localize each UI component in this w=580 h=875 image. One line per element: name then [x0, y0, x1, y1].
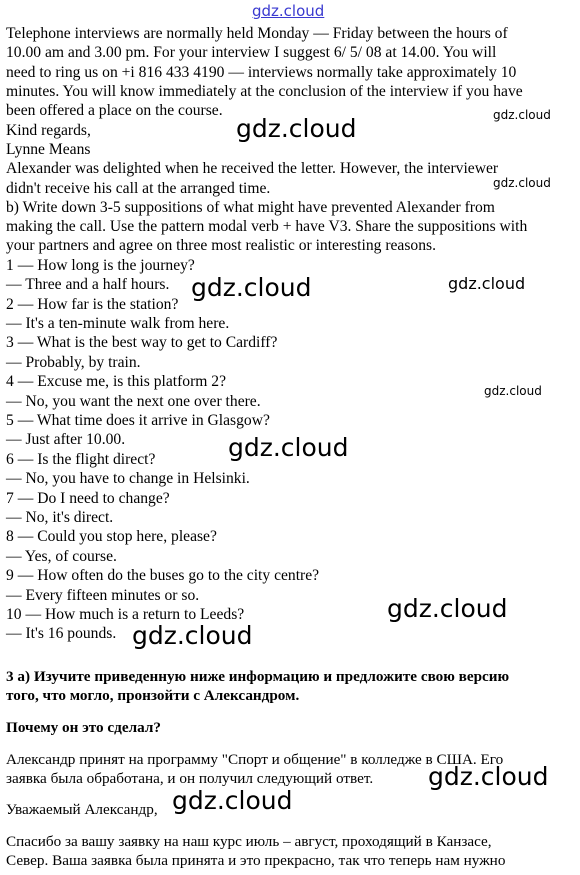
- question-heading: Почему он это сделал?: [6, 719, 161, 736]
- task-heading: того, что могло, пронзойти с Александром.: [6, 687, 300, 704]
- text-line: — It's a ten-minute walk from here.: [6, 315, 230, 332]
- text-line: — Yes, of course.: [6, 548, 117, 565]
- text-line: Kind regards,: [6, 122, 91, 139]
- text-line: 9 — How often do the buses go to the city centre?: [6, 567, 320, 584]
- paragraph-line: Север. Ваша заявка была принята и это прекрасно, так что теперь нам нужно: [6, 852, 506, 869]
- text-line: — No, you want the next one over there.: [6, 393, 261, 410]
- watermark: gdz.cloud: [387, 594, 508, 623]
- text-line: — No, you have to change in Helsinki.: [6, 470, 250, 487]
- text-line: b) Write down 3-5 suppositions of what might have prevented Alexander from: [6, 199, 495, 216]
- text-line: 10 — How much is a return to Leeds?: [6, 606, 245, 623]
- watermark: gdz.cloud: [172, 786, 293, 815]
- watermark: gdz.cloud: [428, 762, 549, 791]
- text-line: — No, it's direct.: [6, 509, 114, 526]
- text-line: 7 — Do I need to change?: [6, 490, 170, 507]
- text-line: — It's 16 pounds.: [6, 625, 117, 642]
- paragraph-line: Спасибо за вашу заявку на наш курс июль – август, проходящий в Канзасе,: [6, 833, 492, 850]
- text-line: minutes. You will know immediately at the conclusion of the interview if you have: [6, 83, 523, 100]
- text-line: your partners and agree on three most realistic or interesting reasons.: [6, 237, 436, 254]
- text-line: 2 — How far is the station?: [6, 296, 179, 313]
- text-line: 3 — What is the best way to get to Cardiff?: [6, 334, 278, 351]
- watermark: gdz.cloud: [132, 621, 253, 650]
- watermark: gdz.cloud: [493, 176, 551, 190]
- watermark: gdz.cloud: [236, 114, 357, 143]
- watermark: gdz.cloud: [493, 108, 551, 122]
- text-line: — Three and a half hours.: [6, 276, 170, 293]
- watermark: gdz.cloud: [448, 274, 526, 293]
- letter-greeting: Уважаемый Александр,: [6, 801, 158, 818]
- text-line: 10.00 am and 3.00 pm. For your interview I suggest 6/ 5/ 08 at 14.00. You will: [6, 44, 497, 61]
- watermark: gdz.cloud: [191, 273, 312, 302]
- text-line: — Every fifteen minutes or so.: [6, 587, 200, 604]
- task-heading: 3 а) Изучите приведенную ниже информацию и предложите свою версию: [6, 668, 510, 685]
- text-line: Telephone interviews are normally held Monday — Friday between the hours of: [6, 25, 508, 42]
- text-line: Alexander was delighted when he received the letter. However, the interviewer: [6, 160, 499, 177]
- watermark: gdz.cloud: [484, 384, 542, 398]
- text-line: Lynne Means: [6, 141, 91, 158]
- paragraph-line: Александр принят на программу "Спорт и общение" в колледже в США. Его: [6, 751, 504, 768]
- text-line: need to ring us on +i 816 433 4190 — interviews normally take approximately 10: [6, 64, 517, 81]
- text-line: 8 — Could you stop here, please?: [6, 528, 217, 545]
- text-line: been offered a place on the course.: [6, 102, 223, 119]
- text-line: 4 — Excuse me, is this platform 2?: [6, 373, 227, 390]
- text-line: didn't receive his call at the arranged time.: [6, 180, 271, 197]
- text-line: 6 — Is the flight direct?: [6, 451, 156, 468]
- watermark: gdz.cloud: [228, 433, 349, 462]
- watermark-top: gdz.cloud: [252, 2, 325, 20]
- text-line: making the call. Use the pattern modal verb + have V3. Share the suppositions with: [6, 218, 528, 235]
- text-line: 5 — What time does it arrive in Glasgow?: [6, 412, 270, 429]
- text-line: — Just after 10.00.: [6, 431, 126, 448]
- paragraph-line: заявка была обработана, и он получил следующий ответ.: [6, 770, 374, 787]
- text-line: — Probably, by train.: [6, 354, 141, 371]
- text-line: 1 — How long is the journey?: [6, 257, 195, 274]
